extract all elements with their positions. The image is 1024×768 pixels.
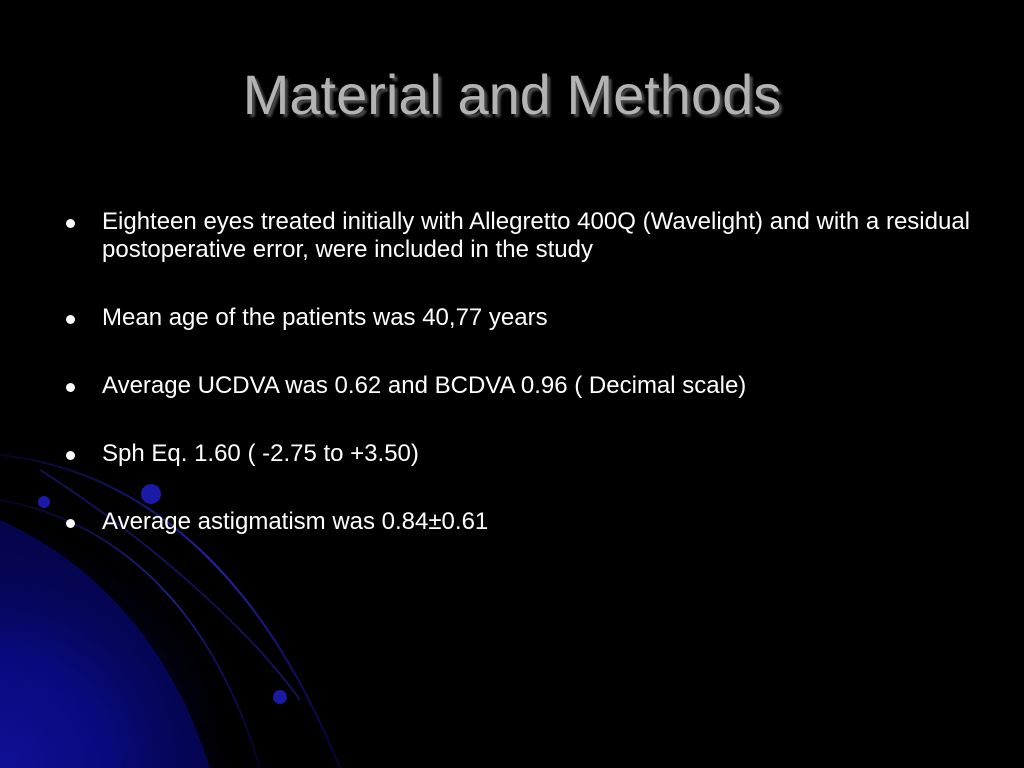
bullet-text: Eighteen eyes treated initially with Allegretto 400Q (Wavelight) and with a residual postoperative error, were included in the study — [102, 208, 970, 263]
bullet-text: Average UCDVA was 0.62 and BCDVA 0.96 ( Decimal scale) — [102, 372, 747, 399]
bullet-text: Average astigmatism was 0.84±0.61 — [102, 508, 489, 535]
decor-dot — [273, 690, 287, 704]
bullet-dot-icon — [66, 451, 75, 460]
bullet-item — [64, 208, 970, 264]
bullet-item — [64, 304, 970, 332]
bullet-text: Mean age of the patients was 40,77 years — [102, 304, 548, 331]
bullet-list — [64, 208, 970, 536]
bullet-text: Sph Eq. 1.60 ( -2.75 to +3.50) — [102, 440, 419, 467]
bullet-item — [64, 372, 970, 400]
bullet-item — [64, 508, 970, 536]
decor-dot — [38, 496, 50, 508]
bullet-dot-icon — [66, 315, 75, 324]
bullet-dot-icon — [66, 219, 75, 228]
bullet-item — [64, 440, 970, 468]
bullet-dot-icon — [66, 519, 75, 528]
bullet-dot-icon — [66, 383, 75, 392]
slide-title: Material and Methods — [242, 63, 782, 126]
